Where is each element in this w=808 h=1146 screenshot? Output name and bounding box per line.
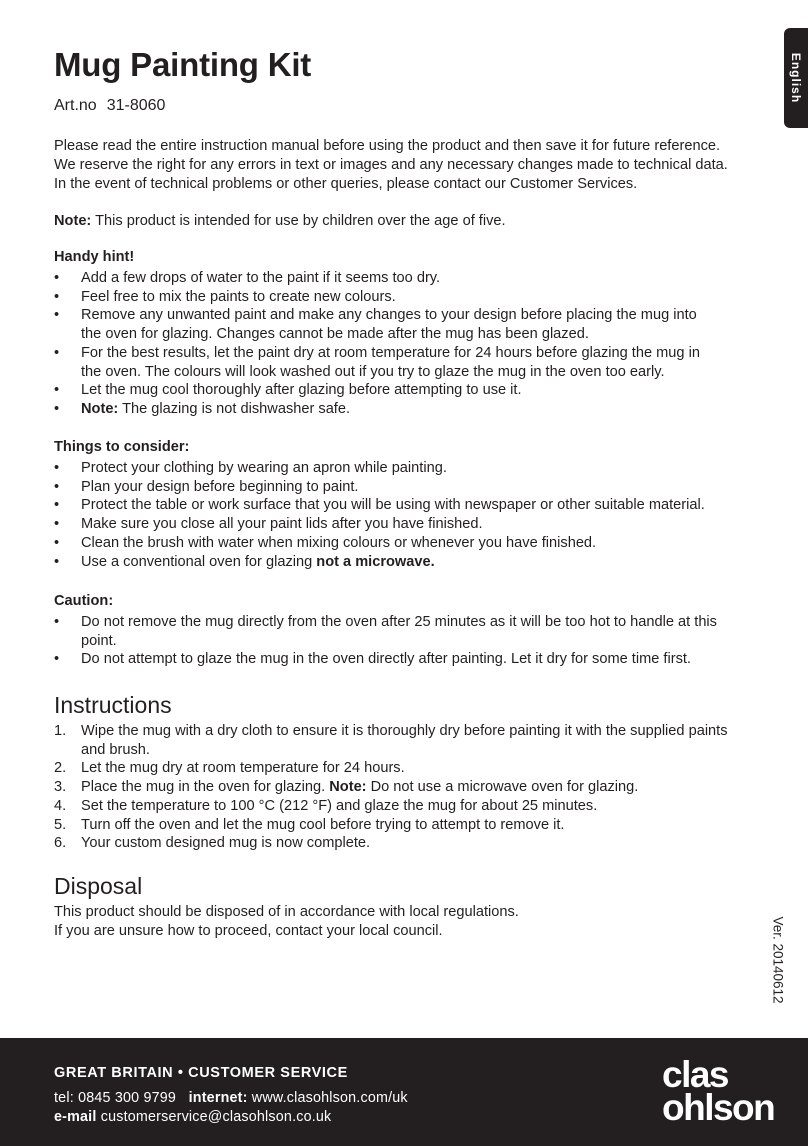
list-item: • Note: The glazing is not dishwasher safe.	[54, 400, 351, 417]
bullet-icon: •	[54, 478, 60, 495]
bullet-icon: •	[54, 516, 60, 533]
bullet-icon: •	[54, 534, 60, 551]
bullet-icon: •	[54, 270, 60, 286]
bullet-icon: •	[54, 614, 60, 630]
bullet-icon: •	[54, 460, 60, 476]
intro-paragraph	[54, 137, 774, 194]
customer-service-title: GREAT BRITAIN • CUSTOMER SERVICE	[54, 1065, 348, 1081]
list-item: • Plan your design before beginning to paint.	[54, 478, 359, 495]
intro-line: In the event of technical problems or other queries, please contact our Customer Services.	[54, 176, 638, 192]
list-item: • Protect your clothing by wearing an apron while painting.	[54, 460, 447, 476]
phone-number: 0845 300 9799	[78, 1090, 177, 1106]
footer	[0, 1038, 808, 1146]
bullet-icon: •	[54, 382, 60, 399]
things-heading: Things to consider:	[54, 439, 190, 455]
list-item: • Add a few drops of water to the paint if it seems too dry.	[54, 270, 441, 286]
website-link[interactable]: www.clasohlson.com/uk	[251, 1090, 408, 1106]
email-link[interactable]: customerservice@clasohlson.co.uk	[100, 1109, 332, 1125]
bullet-icon: •	[54, 400, 60, 417]
caution-section	[54, 593, 774, 669]
note-text: This product is intended for use by children over the age of five.	[91, 213, 506, 229]
list-item: • For the best results, let the paint dry at room temperature for 24 hours before glazing the mug in the oven. The colours will look washed out if you try to glaze the mug in the oven too early.	[54, 344, 700, 380]
instruction-step: 5. Turn off the oven and let the mug cool before trying to attempt to remove it.	[54, 816, 565, 833]
list-item: • Do not attempt to glaze the mug in the oven directly after painting. Let it dry for some time first.	[54, 651, 691, 668]
clas-ohlson-logo: clas ohlson	[662, 1054, 775, 1128]
disposal-heading: Disposal	[54, 873, 143, 899]
article-number	[54, 97, 165, 115]
article-number-label: Art.no	[54, 97, 97, 114]
bullet-icon: •	[54, 288, 60, 305]
instruction-step: 6. Your custom designed mug is now complete.	[54, 835, 371, 852]
handy-hint-section	[54, 249, 774, 419]
instruction-step: 1. Wipe the mug with a dry cloth to ensure it is thoroughly dry before painting it with the supplied paints and brush.	[54, 723, 728, 758]
instruction-step: 3. Place the mug in the oven for glazing. Note: Do not use a microwave oven for glazing.	[54, 779, 639, 796]
intro-line: Please read the entire instruction manual before using the product and then save it for future reference.	[54, 138, 721, 154]
instruction-step: 2. Let the mug dry at room temperature for 24 hours.	[54, 760, 405, 777]
handy-hint-heading: Handy hint!	[54, 249, 135, 265]
bullet-icon: •	[54, 307, 60, 324]
age-note	[54, 212, 774, 231]
instruction-step: 4. Set the temperature to 100 °C (212 °F) and glaze the mug for about 25 minutes.	[54, 797, 598, 814]
language-tab	[784, 28, 808, 128]
note-label: Note:	[54, 213, 92, 229]
list-item: • Let the mug cool thoroughly after glazing before attempting to use it.	[54, 382, 522, 399]
bullet-icon: •	[54, 651, 60, 668]
email-line: e-mail customerservice@clasohlson.co.uk	[54, 1109, 332, 1125]
disposal-section	[54, 873, 774, 941]
article-number-value: 31-8060	[106, 97, 166, 114]
contact-line: tel: 0845 300 9799 internet: www.clasohlson.com/uk	[54, 1090, 408, 1106]
list-item: • Feel free to mix the paints to create new colours.	[54, 288, 396, 305]
intro-line: We reserve the right for any errors in text or images and any necessary changes made to technical data.	[54, 157, 728, 173]
language-label: English	[789, 52, 803, 104]
list-item: • Clean the brush with water when mixing colours or whenever you have finished.	[54, 534, 597, 551]
bullet-icon: •	[54, 553, 60, 570]
bullet-icon: •	[54, 344, 60, 361]
instructions-heading: Instructions	[54, 692, 172, 718]
disposal-line: If you are unsure how to proceed, contact your local council.	[54, 923, 443, 939]
list-item: • Make sure you close all your paint lids after you have finished.	[54, 516, 483, 533]
bullet-icon: •	[54, 497, 60, 514]
page-title: Mug Painting Kit	[54, 46, 312, 83]
caution-heading: Caution:	[54, 593, 114, 609]
things-to-consider-section	[54, 439, 774, 571]
list-item: • Remove any unwanted paint and make any changes to your design before placing the mug into the oven for glazing. Changes cannot be made after the mug has been glazed.	[54, 307, 697, 343]
version-number: Ver. 20140612	[770, 916, 786, 1004]
disposal-line: This product should be disposed of in accordance with local regulations.	[54, 904, 519, 920]
instructions-section	[54, 692, 774, 853]
list-item: • Protect the table or work surface that you will be using with newspaper or other suitable material.	[54, 497, 705, 514]
list-item: • Use a conventional oven for glazing not a microwave.	[54, 553, 435, 570]
list-item: • Do not remove the mug directly from the oven after 25 minutes as it will be too hot to handle at this point.	[54, 614, 717, 649]
